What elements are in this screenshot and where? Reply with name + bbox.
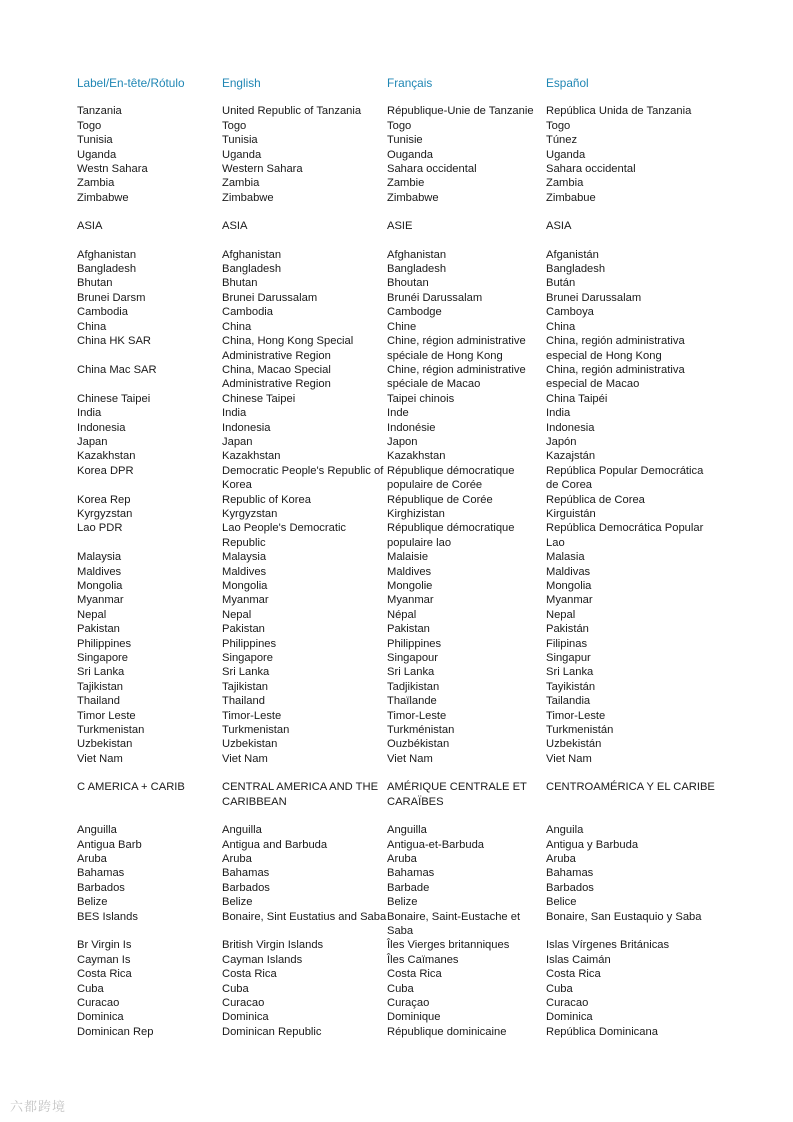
- section-header-row: [77, 780, 727, 809]
- table-row: [77, 565, 727, 579]
- cell-french: Anguilla: [387, 824, 427, 837]
- table-row: [77, 363, 727, 392]
- cell-english: Kazakhstan: [222, 450, 281, 463]
- cell-french: Togo: [387, 119, 412, 132]
- cell-label: Tanzania: [77, 105, 122, 118]
- cell-label: Malaysia: [77, 551, 122, 564]
- cell-french: Indonésie: [387, 421, 436, 434]
- table-row: [77, 723, 727, 737]
- cell-french: Maldives: [387, 565, 432, 578]
- table-row: [77, 881, 727, 895]
- cell-french: Chine, région administrative spéciale de Macao: [387, 363, 526, 391]
- cell-french: République démocratique populaire de Corée: [387, 464, 515, 492]
- cell-label: Tajikistan: [77, 680, 124, 693]
- cell-spanish: Nepal: [546, 608, 576, 621]
- cell-english: Afghanistan: [222, 248, 282, 261]
- cell-spanish: Kazajstán: [546, 450, 596, 463]
- cell-french: Philippines: [387, 637, 442, 650]
- cell-spanish: Curacao: [546, 996, 589, 1009]
- cell-spanish: Antigua y Barbuda: [546, 838, 639, 851]
- cell-english: India: [222, 407, 247, 420]
- cell-spanish: Timor-Leste: [546, 709, 606, 722]
- cell-spanish: Tayikistán: [546, 680, 596, 693]
- table-row: [77, 651, 727, 665]
- cell-spanish: República Dominicana: [546, 1025, 658, 1038]
- table-row: [77, 866, 727, 880]
- cell-label: Uzbekistan: [77, 738, 133, 751]
- table-row: [77, 938, 727, 952]
- cell-spanish: Sahara occidental: [546, 163, 636, 176]
- table-row: [77, 464, 727, 493]
- cell-spanish: Dominica: [546, 1011, 593, 1024]
- table-row: [77, 1010, 727, 1024]
- table-row: [77, 680, 727, 694]
- cell-english: Dominica: [222, 1011, 269, 1024]
- cell-spanish: Islas Caimán: [546, 953, 611, 966]
- cell-spanish: Anguila: [546, 824, 584, 837]
- table-row: [77, 191, 727, 205]
- cell-spanish: Singapur: [546, 652, 591, 665]
- table-row: [77, 104, 727, 118]
- table-row: [77, 334, 727, 363]
- cell-spanish: Japón: [546, 435, 577, 448]
- cell-english: Mongolia: [222, 580, 268, 592]
- cell-spanish: Kirguistán: [546, 507, 596, 520]
- table-row: [77, 737, 727, 751]
- cell-label: Viet Nam: [77, 752, 123, 765]
- table-row: [77, 752, 727, 766]
- cell-english: United Republic of Tanzania: [222, 105, 362, 118]
- cell-label: Mongolia: [77, 580, 123, 592]
- cell-spanish: Togo: [546, 119, 571, 132]
- cell-spanish: Túnez: [546, 134, 578, 147]
- cell-english: Togo: [222, 119, 247, 132]
- cell-label: Antigua Barb: [77, 838, 142, 851]
- table-row: [77, 982, 727, 996]
- cell-french: Kirghizistan: [387, 507, 445, 520]
- cell-label: Dominica: [77, 1011, 124, 1024]
- cell-label: Pakistan: [77, 623, 120, 636]
- table-row: [77, 608, 727, 622]
- table-row: [77, 119, 727, 133]
- cell-label: Barbados: [77, 881, 125, 894]
- cell-french: République dominicaine: [387, 1025, 507, 1038]
- cell-spanish: Maldivas: [546, 565, 591, 578]
- cell-spanish: Uzbekistán: [546, 738, 602, 751]
- cell-french: Turkménistan: [387, 724, 455, 737]
- cell-spanish: Cuba: [546, 982, 573, 995]
- column-header-english: English: [222, 76, 261, 90]
- section-cell-english: CENTRAL AMERICA AND THE CARIBBEAN: [222, 781, 379, 808]
- cell-english: Turkmenistan: [222, 724, 290, 737]
- cell-label: Bhutan: [77, 277, 113, 290]
- table-header-row: [77, 76, 727, 90]
- cell-french: Mongolie: [387, 580, 433, 592]
- cell-spanish: Bahamas: [546, 867, 594, 880]
- cell-french: Chine: [387, 320, 417, 333]
- cell-label: Cambodia: [77, 306, 128, 319]
- cell-spanish: Mongolia: [546, 580, 592, 592]
- cell-label: Afghanistan: [77, 248, 137, 261]
- cell-english: Cambodia: [222, 306, 273, 319]
- cell-english: Sri Lanka: [222, 666, 270, 679]
- cell-label: Zimbabwe: [77, 191, 129, 204]
- cell-label: China Mac SAR: [77, 363, 157, 376]
- table-row: [77, 665, 727, 679]
- cell-label: Togo: [77, 119, 102, 132]
- cell-english: Singapore: [222, 652, 274, 665]
- table-row: [77, 133, 727, 147]
- cell-english: Japan: [222, 435, 253, 448]
- cell-english: Zimbabwe: [222, 191, 274, 204]
- cell-label: Br Virgin Is: [77, 939, 132, 952]
- cell-french: Bhoutan: [387, 277, 429, 290]
- cell-english: Antigua and Barbuda: [222, 838, 328, 851]
- table-row: [77, 709, 727, 723]
- table-row: [77, 953, 727, 967]
- cell-french: Belize: [387, 896, 418, 909]
- cell-label: China HK SAR: [77, 335, 151, 348]
- cell-english: Malaysia: [222, 551, 267, 564]
- cell-english: Lao People's Democratic Republic: [222, 522, 347, 549]
- cell-spanish: Uganda: [546, 148, 586, 161]
- table-row: [77, 148, 727, 162]
- cell-french: Tunisie: [387, 134, 423, 147]
- cell-spanish: Belice: [546, 896, 577, 909]
- cell-french: Bangladesh: [387, 263, 447, 276]
- cell-english: Curacao: [222, 996, 265, 1009]
- cell-label: Korea Rep: [77, 493, 131, 506]
- cell-french: Costa Rica: [387, 968, 442, 981]
- cell-spanish: Viet Nam: [546, 752, 592, 765]
- section-header-row: [77, 219, 727, 233]
- cell-spanish: República Unida de Tanzania: [546, 105, 692, 118]
- cell-english: Bonaire, Sint Eustatius and Saba: [222, 910, 387, 923]
- cell-english: Cayman Islands: [222, 953, 303, 966]
- cell-label: Chinese Taipei: [77, 392, 151, 405]
- cell-french: République démocratique populaire lao: [387, 522, 515, 549]
- cell-spanish: Bangladesh: [546, 263, 606, 276]
- cell-english: Uzbekistan: [222, 738, 278, 751]
- table-row: [77, 622, 727, 636]
- table-row: [77, 507, 727, 521]
- table-row: [77, 449, 727, 463]
- cell-french: Ouganda: [387, 148, 434, 161]
- cell-spanish: República Popular Democrática de Corea: [546, 464, 704, 492]
- table-row: [77, 895, 727, 909]
- cell-label: Curacao: [77, 996, 120, 1009]
- table-row: [77, 248, 727, 262]
- cell-english: Tajikistan: [222, 680, 269, 693]
- cell-french: Japon: [387, 435, 418, 448]
- cell-spanish: Zambia: [546, 177, 584, 190]
- cell-spanish: China: [546, 320, 576, 333]
- cell-spanish: Zimbabue: [546, 191, 596, 204]
- cell-spanish: China, región administrativa especial de Macao: [546, 363, 685, 391]
- cell-label: Zambia: [77, 177, 115, 190]
- cell-french: Thaïlande: [387, 695, 437, 708]
- cell-spanish: Filipinas: [546, 637, 588, 650]
- cell-english: Aruba: [222, 852, 252, 865]
- cell-english: Cuba: [222, 982, 249, 995]
- table-row: [77, 1025, 727, 1039]
- cell-label: Dominican Rep: [77, 1025, 154, 1038]
- cell-label: Singapore: [77, 652, 129, 665]
- cell-spanish: Turkmenistán: [546, 724, 614, 737]
- cell-french: Chine, région administrative spéciale de Hong Kong: [387, 335, 526, 362]
- cell-french: Tadjikistan: [387, 680, 440, 693]
- cell-label: Brunei Darsm: [77, 291, 146, 304]
- cell-spanish: Aruba: [546, 852, 576, 865]
- table-row: [77, 910, 727, 939]
- table-row: [77, 291, 727, 305]
- cell-french: Cambodge: [387, 306, 442, 319]
- cell-label: Costa Rica: [77, 968, 132, 981]
- table-row: [77, 521, 727, 550]
- cell-spanish: Bután: [546, 277, 576, 290]
- cell-french: Curaçao: [387, 996, 430, 1009]
- column-header-label: Label/En-tête/Rótulo: [77, 76, 185, 90]
- cell-english: Zambia: [222, 177, 260, 190]
- cell-label: Aruba: [77, 852, 107, 865]
- cell-english: China: [222, 320, 252, 333]
- cell-label: China: [77, 320, 107, 333]
- cell-english: China, Hong Kong Special Administrative Region: [222, 335, 354, 362]
- cell-label: Kazakhstan: [77, 450, 136, 463]
- column-header-french: Français: [387, 76, 433, 90]
- cell-english: Indonesia: [222, 421, 271, 434]
- cell-label: Belize: [77, 896, 108, 909]
- cell-french: Népal: [387, 608, 417, 621]
- cell-spanish: Indonesia: [546, 421, 595, 434]
- table-row: [77, 262, 727, 276]
- cell-label: Westn Sahara: [77, 163, 148, 176]
- table-row: [77, 823, 727, 837]
- cell-french: Pakistan: [387, 623, 430, 636]
- table-row: [77, 421, 727, 435]
- cell-french: Cuba: [387, 982, 414, 995]
- cell-english: Thailand: [222, 695, 265, 708]
- cell-french: Zimbabwe: [387, 191, 439, 204]
- cell-french: Viet Nam: [387, 752, 433, 765]
- cell-spanish: Costa Rica: [546, 968, 601, 981]
- cell-french: Ouzbékistan: [387, 738, 450, 751]
- cell-english: Chinese Taipei: [222, 392, 296, 405]
- cell-english: Costa Rica: [222, 968, 277, 981]
- cell-english: Viet Nam: [222, 752, 268, 765]
- cell-label: Cuba: [77, 982, 104, 995]
- cell-english: Myanmar: [222, 594, 269, 607]
- cell-spanish: República de Corea: [546, 493, 645, 506]
- cell-french: Antigua-et-Barbuda: [387, 838, 485, 851]
- cell-english: Belize: [222, 896, 253, 909]
- cell-english: Nepal: [222, 608, 252, 621]
- cell-label: Japan: [77, 435, 108, 448]
- cell-spanish: Afganistán: [546, 248, 599, 261]
- section-cell-spanish: CENTROAMÉRICA Y EL CARIBE: [546, 781, 715, 794]
- table-row: [77, 838, 727, 852]
- country-label-table: [77, 76, 727, 1039]
- cell-label: Uganda: [77, 148, 117, 161]
- table-row: [77, 593, 727, 607]
- cell-french: Dominique: [387, 1011, 441, 1024]
- cell-english: Republic of Korea: [222, 493, 311, 506]
- table-row: [77, 435, 727, 449]
- table-row: [77, 852, 727, 866]
- cell-spanish: Pakistán: [546, 623, 589, 636]
- cell-english: British Virgin Islands: [222, 939, 324, 952]
- table-row: [77, 996, 727, 1010]
- cell-label: Tunisia: [77, 134, 113, 147]
- cell-french: Afghanistan: [387, 248, 447, 261]
- table-row: [77, 406, 727, 420]
- cell-label: Anguilla: [77, 824, 117, 837]
- cell-french: République-Unie de Tanzanie: [387, 105, 534, 118]
- cell-label: Philippines: [77, 637, 132, 650]
- cell-french: Bonaire, Saint-Eustache et Saba: [387, 910, 521, 937]
- column-header-spanish: Español: [546, 76, 589, 90]
- table-row: [77, 694, 727, 708]
- cell-spanish: Malasia: [546, 551, 585, 564]
- cell-french: Zambie: [387, 177, 425, 190]
- cell-label: Turkmenistan: [77, 724, 145, 737]
- cell-french: Îles Caïmanes: [387, 953, 459, 966]
- table-row: [77, 162, 727, 176]
- cell-spanish: Barbados: [546, 881, 594, 894]
- table-row: [77, 637, 727, 651]
- cell-english: Anguilla: [222, 824, 262, 837]
- cell-english: Uganda: [222, 148, 262, 161]
- cell-english: Pakistan: [222, 623, 265, 636]
- table-row: [77, 276, 727, 290]
- cell-label: Timor Leste: [77, 709, 136, 722]
- table-row: [77, 550, 727, 564]
- cell-label: Myanmar: [77, 594, 124, 607]
- cell-spanish: Sri Lanka: [546, 666, 594, 679]
- cell-french: Aruba: [387, 852, 417, 865]
- cell-french: Barbade: [387, 881, 430, 894]
- cell-english: Tunisia: [222, 134, 258, 147]
- cell-label: Korea DPR: [77, 464, 134, 477]
- cell-english: Western Sahara: [222, 163, 303, 176]
- table-row: [77, 493, 727, 507]
- cell-french: République de Corée: [387, 493, 493, 506]
- section-cell-label: ASIA: [77, 220, 103, 233]
- cell-spanish: Myanmar: [546, 594, 593, 607]
- cell-french: Sahara occidental: [387, 163, 477, 176]
- cell-french: Bahamas: [387, 867, 435, 880]
- section-cell-english: ASIA: [222, 220, 248, 233]
- cell-english: Barbados: [222, 881, 270, 894]
- table-row: [77, 320, 727, 334]
- section-cell-french: ASIE: [387, 220, 413, 233]
- cell-english: Timor-Leste: [222, 709, 282, 722]
- cell-label: Bahamas: [77, 867, 125, 880]
- cell-english: Democratic People's Republic of Korea: [222, 464, 384, 492]
- watermark-logo: 六都跨境: [10, 1100, 67, 1115]
- section-cell-label: C AMERICA + CARIB: [77, 781, 185, 794]
- cell-label: Kyrgyzstan: [77, 507, 133, 520]
- cell-french: Malaisie: [387, 551, 429, 564]
- cell-english: Philippines: [222, 637, 277, 650]
- cell-label: Lao PDR: [77, 522, 123, 535]
- cell-spanish: Tailandia: [546, 695, 591, 708]
- table-row: [77, 579, 727, 593]
- table-row: [77, 967, 727, 981]
- cell-spanish: India: [546, 407, 571, 420]
- cell-spanish: Brunei Darussalam: [546, 291, 642, 304]
- cell-french: Myanmar: [387, 594, 434, 607]
- cell-spanish: China, región administrativa especial de Hong Kong: [546, 335, 685, 362]
- section-cell-french: AMÉRIQUE CENTRALE ET CARAÏBES: [387, 781, 527, 808]
- table-row: [77, 305, 727, 319]
- cell-label: Indonesia: [77, 421, 126, 434]
- cell-french: Sri Lanka: [387, 666, 435, 679]
- cell-label: Nepal: [77, 608, 107, 621]
- cell-english: Bahamas: [222, 867, 270, 880]
- table-row: [77, 176, 727, 190]
- table-body: [77, 104, 727, 1039]
- cell-english: Bhutan: [222, 277, 258, 290]
- cell-label: Cayman Is: [77, 953, 131, 966]
- cell-french: Taipei chinois: [387, 392, 455, 405]
- cell-label: India: [77, 407, 102, 420]
- table-row: [77, 392, 727, 406]
- cell-spanish: República Democrática Popular Lao: [546, 522, 704, 549]
- cell-spanish: Islas Vírgenes Británicas: [546, 939, 670, 952]
- cell-label: Bangladesh: [77, 263, 137, 276]
- cell-spanish: China Taipéi: [546, 392, 608, 405]
- cell-english: Dominican Republic: [222, 1025, 322, 1038]
- cell-label: BES Islands: [77, 910, 138, 923]
- cell-english: China, Macao Special Administrative Region: [222, 363, 331, 391]
- cell-english: Maldives: [222, 565, 267, 578]
- cell-french: Kazakhstan: [387, 450, 446, 463]
- cell-french: Singapour: [387, 652, 439, 665]
- cell-english: Kyrgyzstan: [222, 507, 278, 520]
- section-cell-spanish: ASIA: [546, 220, 572, 233]
- cell-label: Maldives: [77, 565, 122, 578]
- cell-english: Brunei Darussalam: [222, 291, 318, 304]
- cell-label: Thailand: [77, 695, 120, 708]
- cell-french: Brunéi Darussalam: [387, 291, 483, 304]
- cell-spanish: Bonaire, San Eustaquio y Saba: [546, 910, 702, 923]
- cell-french: Inde: [387, 407, 409, 420]
- cell-french: Timor-Leste: [387, 709, 447, 722]
- cell-english: Bangladesh: [222, 263, 282, 276]
- cell-french: Îles Vierges britanniques: [387, 939, 510, 952]
- cell-spanish: Camboya: [546, 306, 594, 319]
- cell-label: Sri Lanka: [77, 666, 125, 679]
